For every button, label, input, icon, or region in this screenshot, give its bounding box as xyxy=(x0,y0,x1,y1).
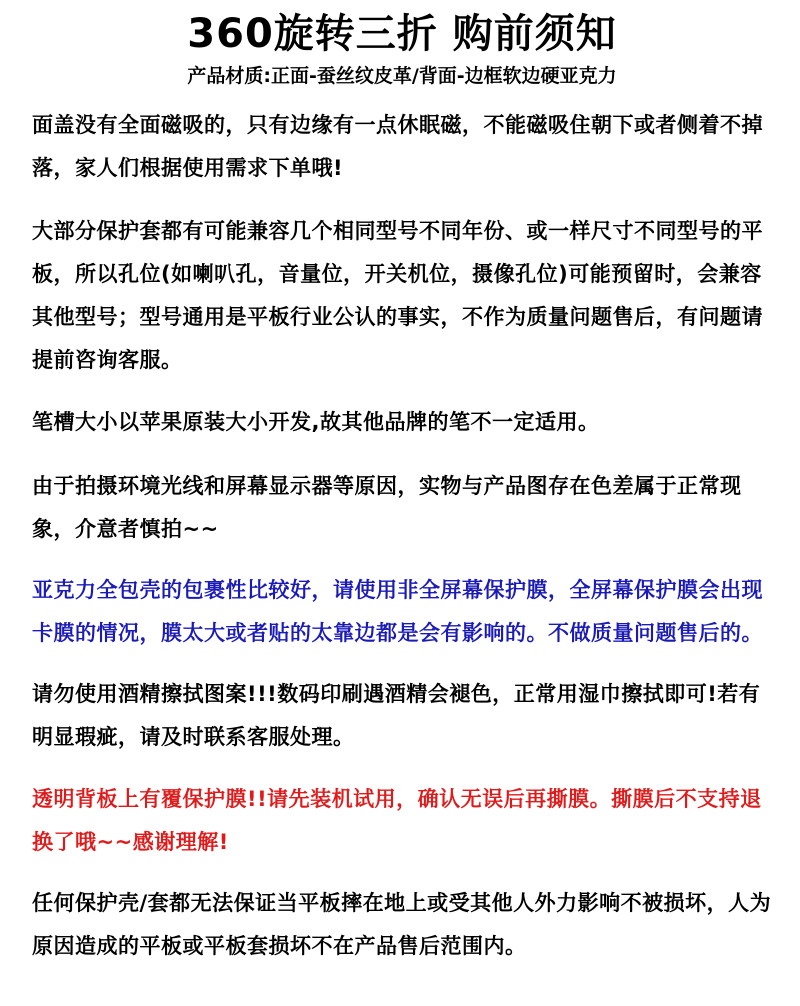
color-difference-notice: 由于拍摄环境光线和屏幕显示器等原因，实物与产品图存在色差属于正常现象，介意者慎拍~~ xyxy=(32,474,742,541)
pen-slot-notice: 笔槽大小以苹果原装大小开发,故其他品牌的笔不一定适用。 xyxy=(32,410,600,434)
alcohol-cleaning-notice: 请勿使用酒精擦拭图案!!!数码印刷遇酒精会褪色，正常用湿巾擦拭即可!若有明显瑕疵，请及时联系客服处理。 xyxy=(32,682,761,749)
magnet-notice: 面盖没有全面磁吸的，只有边缘有一点休眠磁，不能磁吸住朝下或者侧着不掉落，家人们根据使用需求下单哦! xyxy=(32,113,763,180)
protective-film-notice: 透明背板上有覆保护膜!!请先装机试用，确认无误后再撕膜。撕膜后不支持退换了哦~~感谢理解! xyxy=(32,787,762,854)
screen-protector-notice: 亚克力全包壳的包裹性比较好，请使用非全屏幕保护膜，全屏幕保护膜会出现卡膜的情况，膜太大或者贴的太靠边都是会有影响的。不做质量问题售后的。 xyxy=(32,578,763,645)
damage-disclaimer: 任何保护壳/套都无法保证当平板摔在地上或受其他人外力影响不被损坏，人为原因造成的平板或平板套损坏不在产品售后范围内。 xyxy=(32,891,772,958)
page-title: 360旋转三折 购前须知 xyxy=(187,11,617,57)
compatibility-notice: 大部分保护套都有可能兼容几个相同型号不同年份、或一样尺寸不同型号的平板，所以孔位(如喇叭孔，音量位，开关机位，摄像孔位)可能预留时，会兼容其他型号；型号通用是平板行业公认的事实，不作为质量问题售后，有问题请提前咨询客服。 xyxy=(32,219,763,372)
material-subtitle: 产品材质:正面-蚕丝纹皮革/背面-边框软边硬亚克力 xyxy=(187,65,617,87)
